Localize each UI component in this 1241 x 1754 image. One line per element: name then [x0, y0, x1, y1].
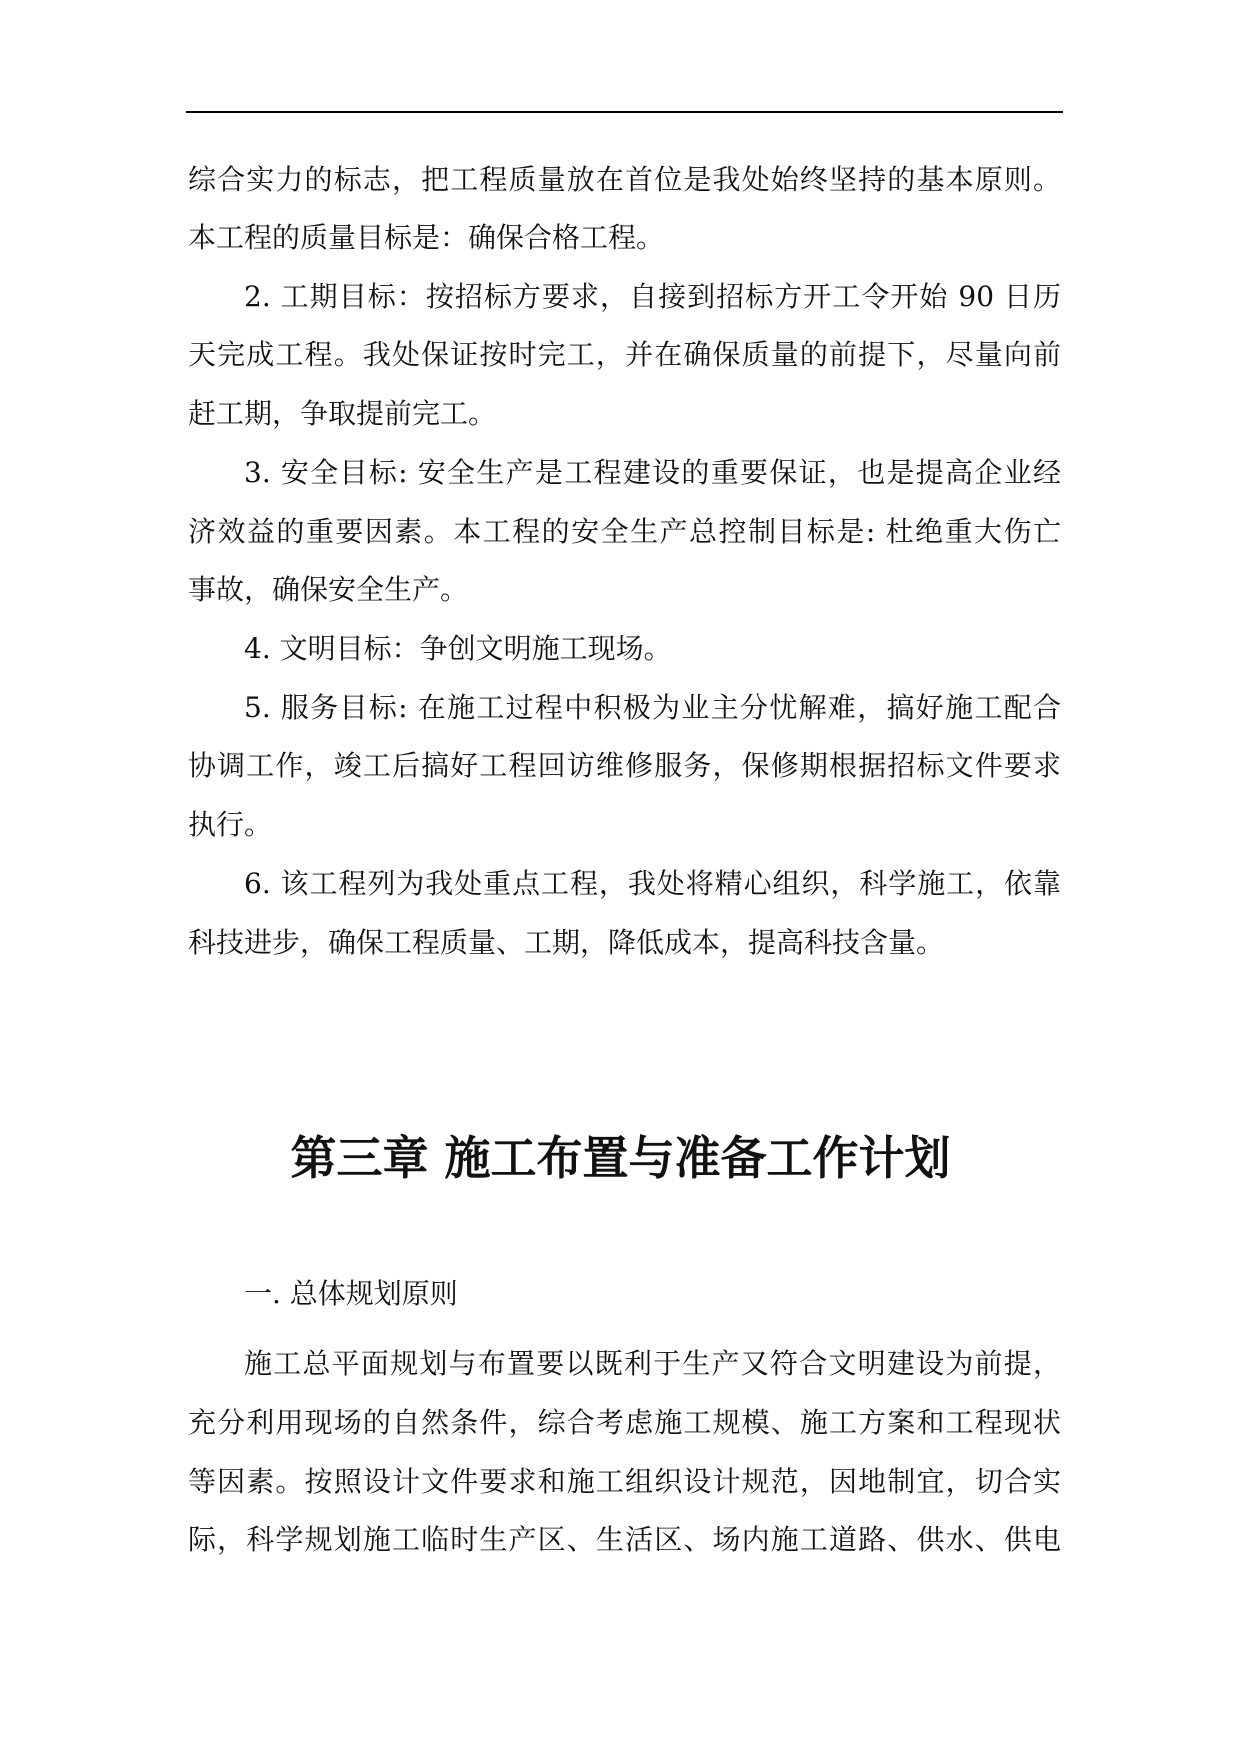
paragraph-line: 5. 服务目标: 在施工过程中积极为业主分忧解难，搞好施工配合 — [244, 691, 1061, 724]
paragraph-line: 等因素。按照设计文件要求和施工组织设计规范，因地制宜，切合实 — [188, 1465, 1061, 1498]
paragraph-line: 2. 工期目标：按招标方要求，自接到招标方开工令开始 90 日历 — [244, 280, 1061, 313]
paragraph-line: 施工总平面规划与布置要以既利于生产又符合文明建设为前提， — [244, 1347, 1061, 1380]
paragraph-line: 3. 安全目标: 安全生产是工程建设的重要保证，也是提高企业经 — [244, 456, 1061, 489]
paragraph-line: 4. 文明目标：争创文明施工现场。 — [244, 632, 672, 665]
paragraph-line: 科技进步，确保工程质量、工期，降低成本，提高科技含量。 — [188, 926, 945, 959]
chapter-title: 第三章 施工布置与准备工作计划 — [290, 1131, 951, 1185]
paragraph-line: 综合实力的标志，把工程质量放在首位是我处始终坚持的基本原则。 — [188, 163, 1061, 196]
paragraph-line: 事故，确保安全生产。 — [188, 573, 469, 606]
paragraph-line: 充分利用现场的自然条件，综合考虑施工规模、施工方案和工程现状 — [188, 1406, 1061, 1439]
paragraph-line: 天完成工程。我处保证按时完工，并在确保质量的前提下，尽量向前 — [188, 338, 1061, 371]
paragraph-line: 济效益的重要因素。本工程的安全生产总控制目标是: 杜绝重大伤亡 — [188, 515, 1061, 548]
paragraph-line: 赶工期，争取提前完工。 — [188, 397, 497, 430]
header-rule — [186, 111, 1063, 113]
paragraph-line: 际，科学规划施工临时生产区、生活区、场内施工道路、供水、供电 — [188, 1523, 1061, 1556]
paragraph-line: 6. 该工程列为我处重点工程，我处将精心组织，科学施工，依靠 — [244, 867, 1061, 900]
paragraph-line: 本工程的质量目标是：确保合格工程。 — [188, 221, 665, 254]
paragraph-line: 协调工作，竣工后搞好工程回访维修服务，保修期根据招标文件要求 — [188, 749, 1061, 782]
section-heading: 一. 总体规划原则 — [244, 1277, 458, 1310]
paragraph-line: 执行。 — [188, 808, 273, 841]
